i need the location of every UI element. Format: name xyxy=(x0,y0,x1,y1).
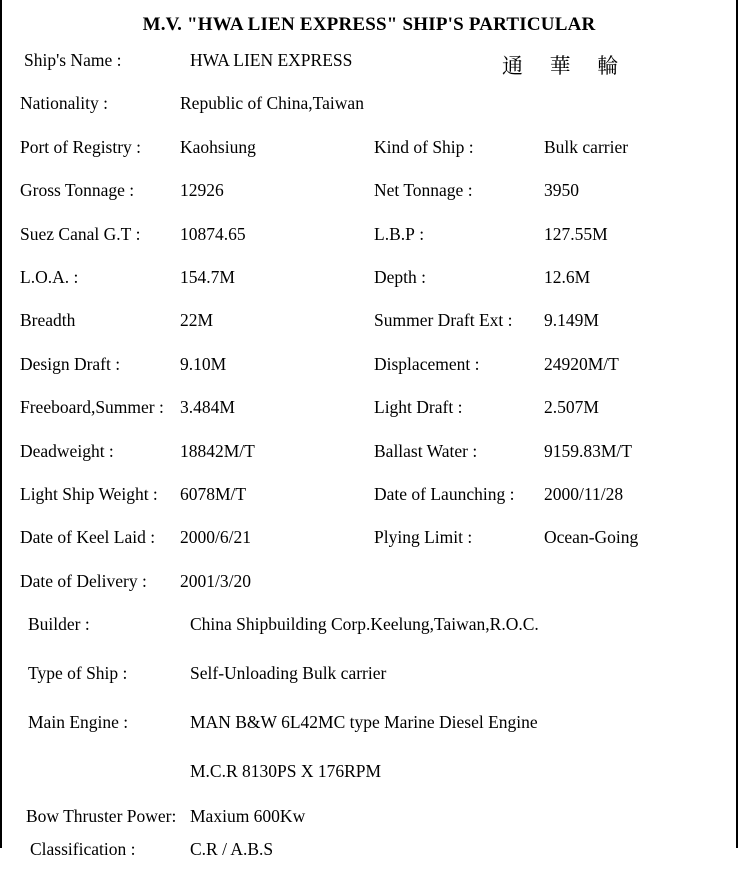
table-row xyxy=(12,839,726,872)
table-row xyxy=(12,397,726,440)
table-row xyxy=(12,137,726,180)
field-label-lbp: L.B.P : xyxy=(374,223,425,244)
table-row xyxy=(12,527,726,570)
table-row xyxy=(12,50,726,93)
field-label-light-draft: Light Draft : xyxy=(374,397,463,418)
table-row xyxy=(12,267,726,310)
field-value-classification: C.R / A.B.S xyxy=(190,839,274,860)
field-label-port-of-registry: Port of Registry : xyxy=(20,136,142,157)
particulars-table xyxy=(12,50,726,872)
field-label-classification: Classification : xyxy=(30,839,136,860)
field-label-plying-limit: Plying Limit : xyxy=(374,527,473,548)
table-row xyxy=(12,180,726,223)
field-value-kind-of-ship: Bulk carrier xyxy=(544,136,629,157)
field-label-breadth: Breadth xyxy=(20,310,76,331)
field-value-gross-tonnage: 12926 xyxy=(180,180,224,201)
field-label-loa: L.O.A. : xyxy=(20,266,79,287)
field-value-builder: China Shipbuilding Corp.Keelung,Taiwan,R.O.C. xyxy=(190,614,539,635)
field-value-depth: 12.6M xyxy=(544,266,591,287)
table-row xyxy=(12,712,726,761)
field-label-ballast-water: Ballast Water : xyxy=(374,440,478,461)
field-value-summer-draft-ext: 9.149M xyxy=(544,310,599,331)
field-value-plying-limit: Ocean-Going xyxy=(544,527,639,548)
field-label-net-tonnage: Net Tonnage : xyxy=(374,180,473,201)
field-label-light-ship-weight: Light Ship Weight : xyxy=(20,483,158,504)
table-row xyxy=(12,354,726,397)
page-title: M.V. "HWA LIEN EXPRESS" SHIP'S PARTICULAR xyxy=(142,14,596,35)
field-value-light-ship-weight: 6078M/T xyxy=(180,483,247,504)
field-value-port-of-registry: Kaohsiung xyxy=(180,136,256,157)
field-value-displacement: 24920M/T xyxy=(544,353,619,374)
field-label-depth: Depth : xyxy=(374,266,427,287)
field-label-bow-thruster-power: Bow Thruster Power: xyxy=(26,806,177,827)
field-label-date-of-delivery: Date of Delivery : xyxy=(20,570,147,591)
field-label-freeboard-summer: Freeboard,Summer : xyxy=(20,397,164,418)
table-row xyxy=(12,806,726,839)
table-row xyxy=(12,484,726,527)
field-value-lbp: 127.55M xyxy=(544,223,608,244)
field-label-date-of-launching: Date of Launching : xyxy=(374,483,515,504)
document-body xyxy=(2,0,736,860)
field-label-displacement: Displacement : xyxy=(374,353,480,374)
field-label-kind-of-ship: Kind of Ship : xyxy=(374,136,474,157)
field-value-date-of-delivery: 2001/3/20 xyxy=(180,570,251,591)
field-value-nationality: Republic of China,Taiwan xyxy=(180,93,364,114)
table-row xyxy=(12,761,726,806)
field-value-main-engine: MAN B&W 6L42MC type Marine Diesel Engine xyxy=(190,712,538,733)
table-row xyxy=(12,310,726,353)
field-label-suez-canal-gt: Suez Canal G.T : xyxy=(20,223,141,244)
field-label-summer-draft-ext: Summer Draft Ext : xyxy=(374,310,513,331)
table-row xyxy=(12,571,726,614)
field-label-main-engine: Main Engine : xyxy=(28,712,129,733)
field-label-type-of-ship: Type of Ship : xyxy=(28,663,128,684)
field-value-freeboard-summer: 3.484M xyxy=(180,397,235,418)
field-label-ships-name: Ship's Name : xyxy=(24,50,122,70)
table-row xyxy=(12,224,726,267)
field-value-ballast-water: 9159.83M/T xyxy=(544,440,632,461)
field-label-design-draft: Design Draft : xyxy=(20,353,121,374)
field-value-suez-canal-gt: 10874.65 xyxy=(180,223,246,244)
field-label-gross-tonnage: Gross Tonnage : xyxy=(20,180,135,201)
field-value-main-engine-mcr: M.C.R 8130PS X 176RPM xyxy=(190,761,382,782)
table-row xyxy=(12,614,726,663)
field-label-builder: Builder : xyxy=(28,614,90,635)
field-value-date-of-launching: 2000/11/28 xyxy=(544,483,624,504)
field-label-date-of-keel-laid: Date of Keel Laid : xyxy=(20,527,156,548)
field-label-nationality: Nationality : xyxy=(20,93,108,114)
field-value-ships-name: HWA LIEN EXPRESS xyxy=(190,50,353,70)
field-value-light-draft: 2.507M xyxy=(544,397,599,418)
field-label-deadweight: Deadweight : xyxy=(20,440,114,461)
field-value-type-of-ship: Self-Unloading Bulk carrier xyxy=(190,663,387,684)
table-row xyxy=(12,441,726,484)
ship-name-chinese: 通 華 輪 xyxy=(502,54,629,78)
table-row xyxy=(12,93,726,136)
field-value-net-tonnage: 3950 xyxy=(544,180,579,201)
field-value-loa: 154.7M xyxy=(180,266,235,287)
field-value-bow-thruster-power: Maxium 600Kw xyxy=(190,806,306,827)
field-value-breadth: 22M xyxy=(180,310,214,331)
table-row xyxy=(12,663,726,712)
field-value-deadweight: 18842M/T xyxy=(180,440,255,461)
field-value-date-of-keel-laid: 2000/6/21 xyxy=(180,527,251,548)
field-value-design-draft: 9.10M xyxy=(180,353,227,374)
